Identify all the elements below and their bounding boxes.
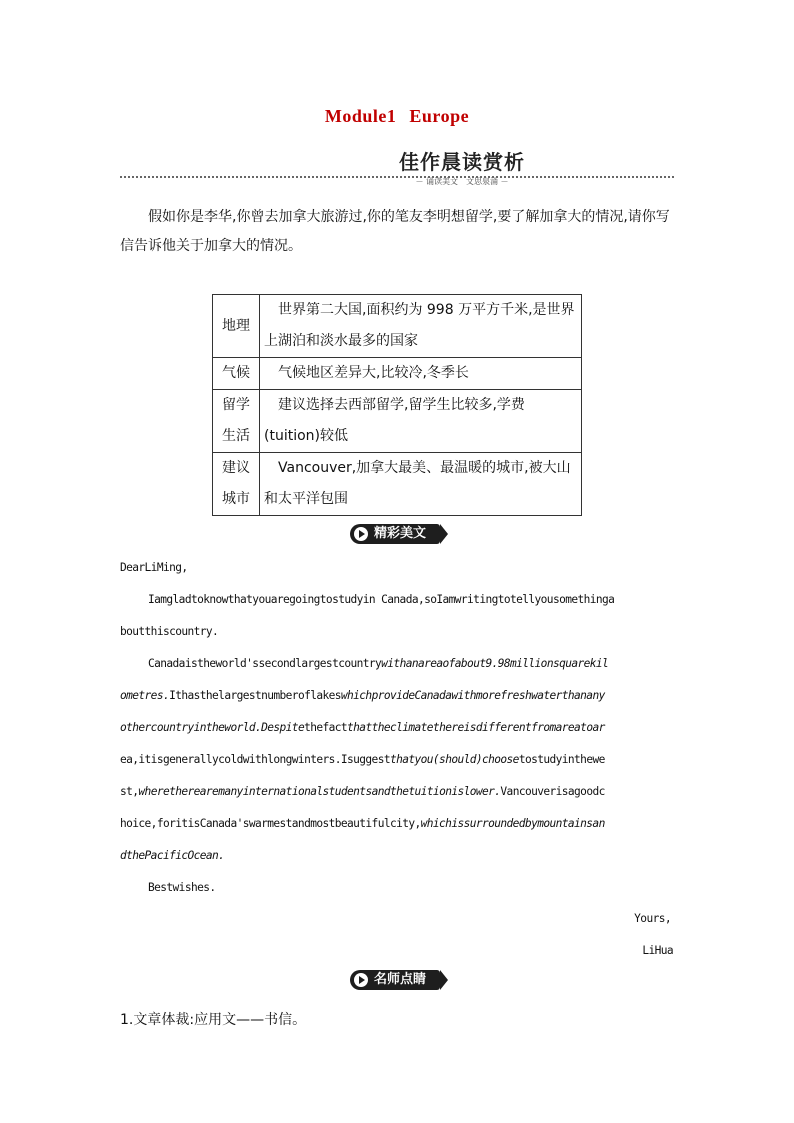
banner-subtitle: － 诵读美文 文思泉涌 － (415, 177, 509, 186)
section-label-model-essay (350, 524, 440, 544)
letter-signature: LiHua (642, 944, 673, 957)
table-value: Vancouver,加拿大最美、最温暖的城市,被大山和太平洋包围 (260, 453, 582, 516)
letter-text: tostudyinthewe (518, 753, 605, 766)
table-key: 气候 (213, 358, 260, 390)
letter-text-italic: ometres. (120, 689, 170, 702)
dotted-divider (120, 176, 674, 178)
letter-text: Ithasthelargestnumberoflakes (169, 689, 341, 702)
task-prompt: 假如你是李华,你曾去加拿大旅游过,你的笔友李明想留学,要了解加拿大的情况,请你写信告诉他关于加拿大的情况。 (120, 209, 670, 254)
letter-line: Iamgladtoknowthatyouaregoingtostudyin Canada,soIamwritingtotellyousomethinga (148, 593, 615, 606)
letter-text: Canadaistheworld'ssecondlargestcountry (148, 657, 382, 670)
letter-text: hoice,foritisCanada'swarmestandmostbeautifulcity, (120, 817, 421, 830)
module-title: Module1 Europe (324, 106, 470, 126)
table-value: 气候地区差异大,比较冷,冬季长 (260, 358, 582, 390)
letter-salutation: DearLiMing, (120, 561, 188, 574)
table-key: 留学生活 (213, 390, 260, 453)
letter-text: ea,itisgenerallycoldwithlongwinters.Isuggest (120, 753, 390, 766)
letter-line (120, 849, 224, 862)
play-icon (354, 973, 368, 987)
letter-text-italic: manyinternationalstudentsandthetuitionislower. (218, 785, 501, 798)
info-table (212, 294, 582, 516)
letter-text-italic: whichprovideCanadawithmorefreshwaterthanany (340, 689, 605, 702)
letter-line (120, 721, 605, 734)
letter-line (148, 657, 608, 670)
section-label-text: 精彩美文 (374, 526, 427, 541)
letter-line: boutthiscountry. (120, 625, 219, 638)
table-row (213, 390, 582, 453)
table-row (213, 453, 582, 516)
table-row (213, 358, 582, 390)
letter-text: thefact (304, 721, 348, 734)
letter-line (120, 689, 605, 702)
play-icon (354, 527, 368, 541)
letter-text: Vancouverisagoodc (500, 785, 605, 798)
letter-text-italic: othercountryintheworld. (120, 721, 262, 734)
section-label-teacher-notes (350, 970, 440, 990)
letter-closing: Bestwishes. (148, 881, 216, 894)
letter-text-italic: withanareaofabout9.98millionsquarekil (381, 657, 609, 670)
letter-line (120, 785, 605, 798)
table-row (213, 295, 582, 358)
letter-text-italic: Despite (261, 721, 305, 734)
letter-text-italic: whichissurroundedbymountainsan (420, 817, 605, 830)
banner-title: 佳作晨读赏析 (399, 150, 525, 174)
teacher-note-1: 1.文章体裁:应用文——书信。 (120, 1012, 307, 1028)
section-label-text: 名师点睛 (374, 972, 427, 987)
letter-sign-off: Yours, (634, 912, 671, 925)
table-key: 建议城市 (213, 453, 260, 516)
letter-text: st, (120, 785, 139, 798)
letter-text-italic: dthePacificOcean. (120, 849, 225, 862)
letter-text-italic: wherethereare (138, 785, 219, 798)
section-banner (392, 150, 532, 188)
table-value: 世界第二大国,面积约为 998 万平方千米,是世界上湖泊和淡水最多的国家 (260, 295, 582, 358)
letter-text-italic: thatyou(should)choose (389, 753, 519, 766)
table-value: 建议选择去西部留学,留学生比较多,学费(tuition)较低 (260, 390, 582, 453)
letter-line (120, 753, 605, 766)
letter-line (120, 817, 605, 830)
letter-text-italic: thattheclimatethereisdifferentfromareatoar (347, 721, 605, 734)
table-key: 地理 (213, 295, 260, 358)
